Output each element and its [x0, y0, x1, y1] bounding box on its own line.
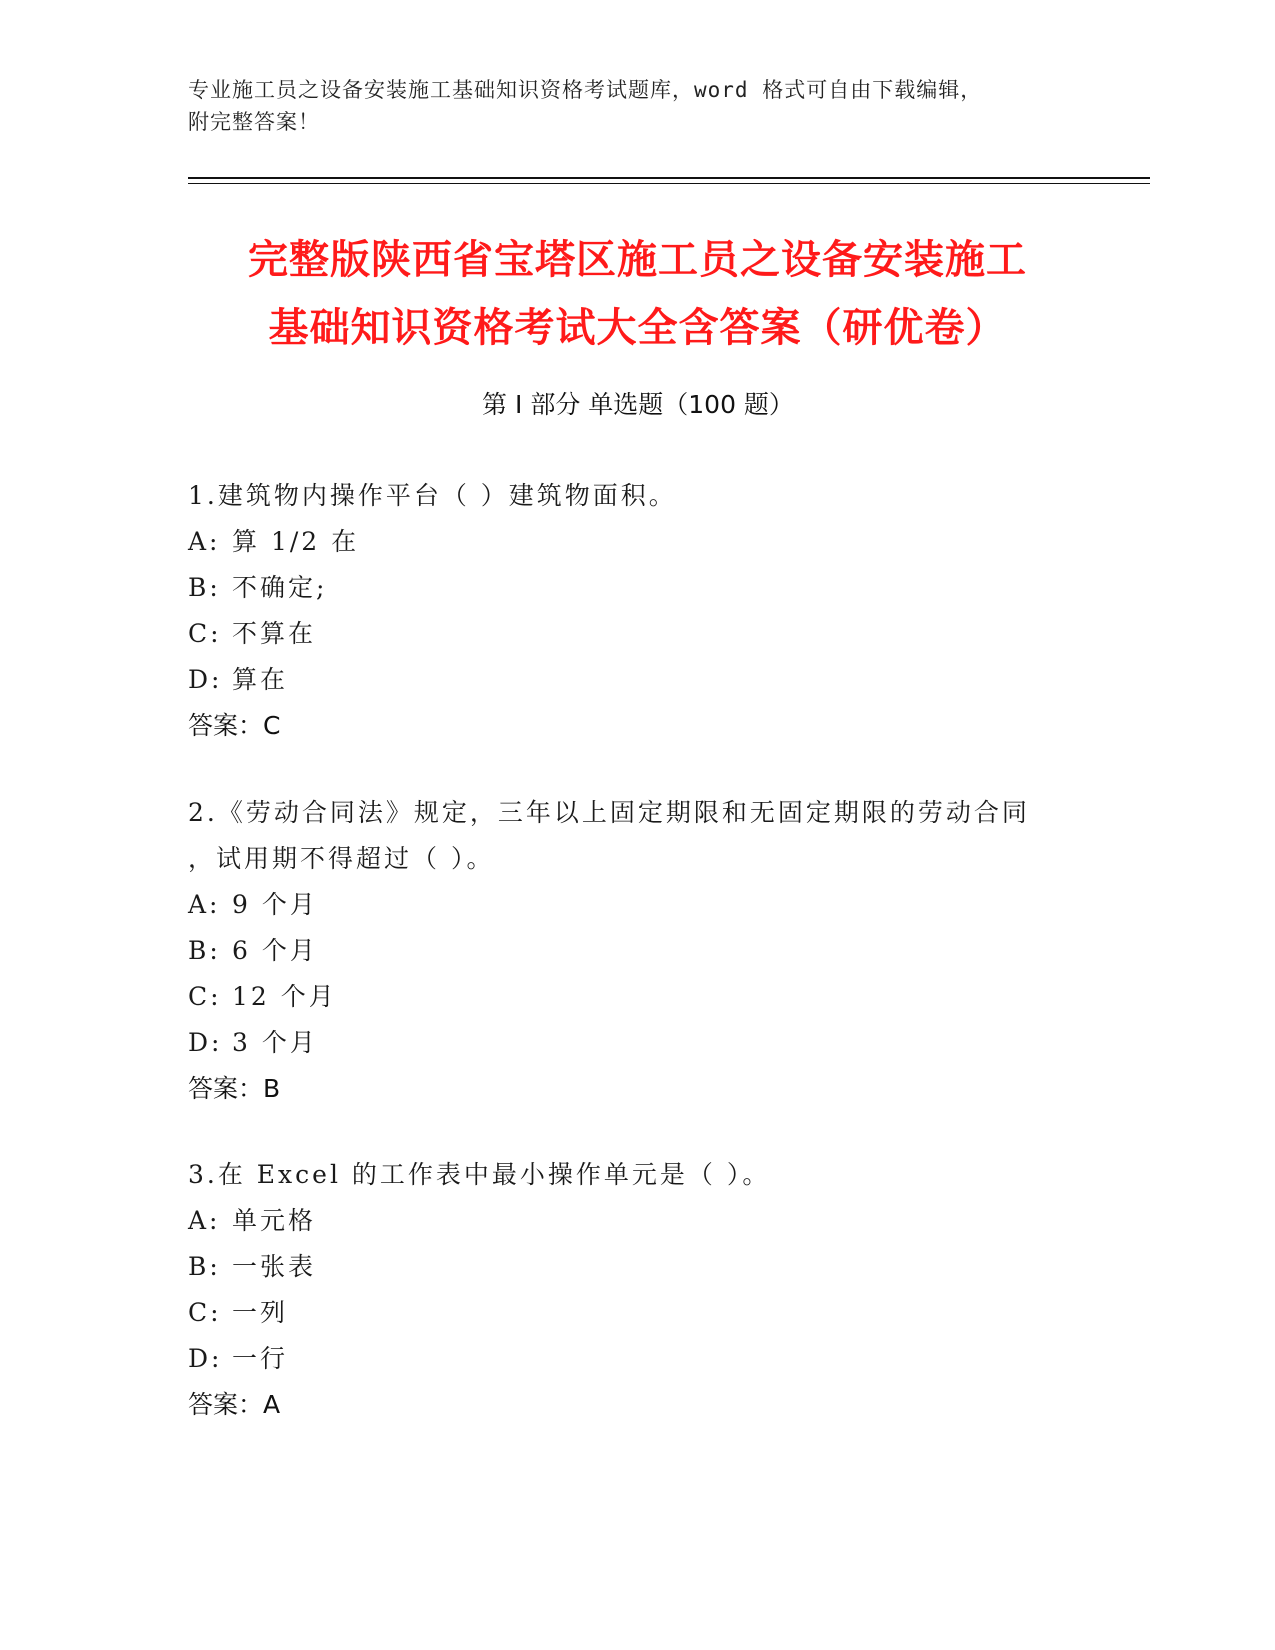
question-2 — [188, 790, 1088, 1112]
question-3-stem: 3.在 Excel 的工作表中最小操作单元是（ ）。 — [188, 1160, 771, 1189]
question-2-option-c — [188, 974, 1088, 1020]
question-2-stem-line-2: ，试用期不得超过（ ）。 — [188, 844, 495, 873]
option-text: 不算在 — [232, 619, 317, 648]
option-key: C: — [188, 982, 222, 1011]
option-key: D: — [188, 665, 223, 694]
section-title: 第 I 部分 单选题（100 题） — [482, 390, 794, 419]
option-text: 一张表 — [232, 1252, 317, 1281]
question-1-answer: 答案：C — [188, 711, 281, 740]
question-1-stem: 1.建筑物内操作平台（ ）建筑物面积。 — [188, 481, 677, 510]
option-key: D: — [188, 1344, 223, 1373]
question-2-answer: 答案：B — [188, 1074, 281, 1103]
option-key: A: — [188, 527, 221, 556]
header-divider-thick — [188, 177, 1150, 179]
question-3-answer: 答案：A — [188, 1390, 281, 1419]
question-3-option-c — [188, 1290, 1088, 1336]
option-text: 3 个月 — [232, 1028, 318, 1057]
document-title-line-1: 完整版陕西省宝塔区施工员之设备安装施工 — [248, 237, 1027, 283]
option-text: 单元格 — [232, 1206, 317, 1235]
question-3-option-b — [188, 1244, 1088, 1290]
option-text: 算在 — [232, 665, 289, 694]
question-1-option-a — [188, 519, 1088, 565]
question-3-option-d — [188, 1336, 1088, 1382]
question-3 — [188, 1152, 1088, 1428]
option-text: 算 1/2 在 — [232, 527, 360, 556]
option-text: 6 个月 — [232, 936, 318, 965]
option-key: B: — [188, 1252, 221, 1281]
document-title-line-2: 基础知识资格考试大全含答案（研优卷） — [268, 305, 1007, 351]
question-3-option-a — [188, 1198, 1088, 1244]
option-text: 不确定; — [232, 573, 328, 602]
option-key: C: — [188, 1298, 222, 1327]
option-text: 12 个月 — [232, 982, 337, 1011]
option-text: 一行 — [232, 1344, 289, 1373]
question-1-option-d — [188, 657, 1088, 703]
option-text: 9 个月 — [232, 890, 318, 919]
option-key: C: — [188, 619, 222, 648]
question-2-option-d — [188, 1020, 1088, 1066]
option-key: D: — [188, 1028, 223, 1057]
question-1-option-c — [188, 611, 1088, 657]
header-note-line-2: 附完整答案！ — [188, 110, 320, 134]
option-key: A: — [188, 890, 221, 919]
question-2-option-b — [188, 928, 1088, 974]
option-text: 一列 — [232, 1298, 289, 1327]
question-2-stem-line-1: 2.《劳动合同法》规定，三年以上固定期限和无固定期限的劳动合同 — [188, 798, 1030, 827]
question-2-option-a — [188, 882, 1088, 928]
option-key: B: — [188, 936, 221, 965]
question-1 — [188, 473, 1088, 749]
header-divider-thin — [188, 183, 1150, 184]
document-title — [150, 226, 1125, 362]
header-note-line-1: 专业施工员之设备安装施工基础知识资格考试题库，word 格式可自由下载编辑， — [188, 78, 983, 102]
option-key: B: — [188, 573, 221, 602]
header-note — [188, 74, 1068, 138]
question-1-option-b — [188, 565, 1088, 611]
option-key: A: — [188, 1206, 221, 1235]
